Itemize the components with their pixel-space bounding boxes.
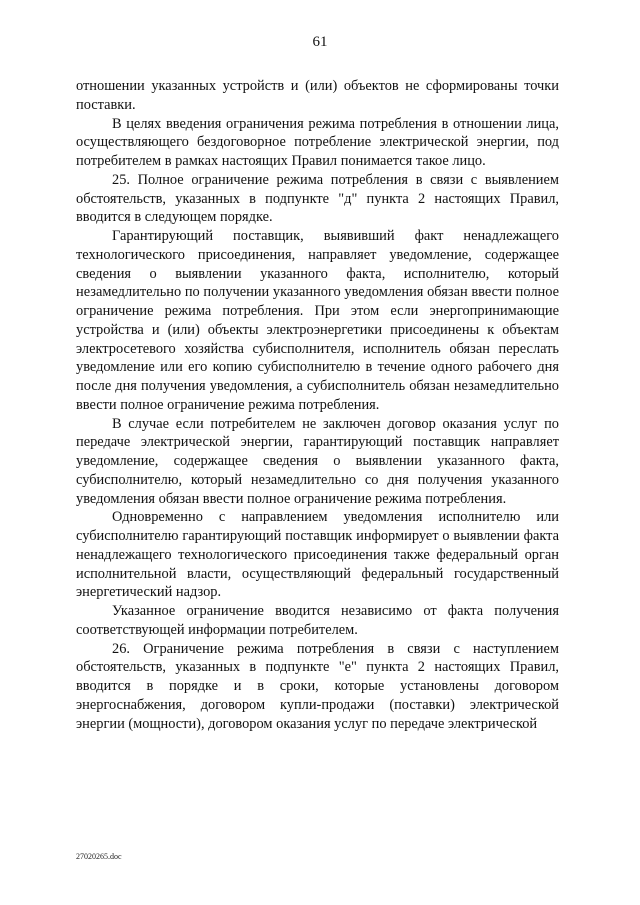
page-number: 61 (312, 34, 328, 50)
footer-filename: 27020265.doc (76, 852, 122, 861)
paragraph-independence: Указанное ограничение вводится независимо от факта получения соответствующей информации потребителем. (76, 603, 559, 638)
paragraph-continuation: отношении указанных устройств и (или) объектов не сформированы точки поставки. (76, 78, 559, 113)
paragraph-no-contract: В случае если потребителем не заключен договор оказания услуг по передаче электрической энергии, гарантирующий поставщик направляет уведомление, содержащее сведения о выявлении указанного факта, субисполнителю, который незамедлительно со дня получения указанного уведомления обязан ввести полное ограничение режима потребления. (76, 415, 559, 507)
paragraph-item-26: 26. Ограничение режима потребления в связи с наступлением обстоятельств, указанных в подпункте "е" пункта 2 настоящих Правил, вводится в порядке и в сроки, которые установлены договором энергоснабжения, договором купли-продажи (поставки) электрической энергии (мощности), договором оказания услуг по передаче электрической (76, 640, 559, 732)
paragraph-supplier-notice: Гарантирующий поставщик, выявивший факт ненадлежащего технологического присоединения, направляет уведомление, содержащее сведения о выявлении указанного факта, исполнителю, который незамедлительно по получении указанного уведомления обязан ввести полное ограничение режима потребления. При этом если энергопринимающие устройства и (или) объекты электроэнергетики присоединены к объектам электросетевого хозяйства субисполнителя, исполнитель обязан переслать уведомление или его копию субисполнителю в течение одного рабочего дня после дня получения уведомления, а субисполнитель обязан незамедлительно ввести полное ограничение режима потребления. (76, 228, 559, 413)
paragraph-item-25: 25. Полное ограничение режима потребления в связи с выявлением обстоятельств, указанных в подпункте "д" пункта 2 настоящих Правил, вводится в следующем порядке. (76, 171, 559, 226)
paragraph-supervision-notice: Одновременно с направлением уведомления исполнителю или субисполнителю гарантирующий поставщик информирует о выявлении факта ненадлежащего технологического присоединения также федеральный орган исполнительной власти, осуществляющий федеральный государственный энергетический надзор. (76, 509, 559, 601)
document-body (76, 77, 559, 733)
paragraph-consumer-definition: В целях введения ограничения режима потребления в отношении лица, осуществляющего бездоговорное потребление электрической энергии, под потребителем в рамках настоящих Правил понимается такое лицо. (76, 115, 559, 169)
